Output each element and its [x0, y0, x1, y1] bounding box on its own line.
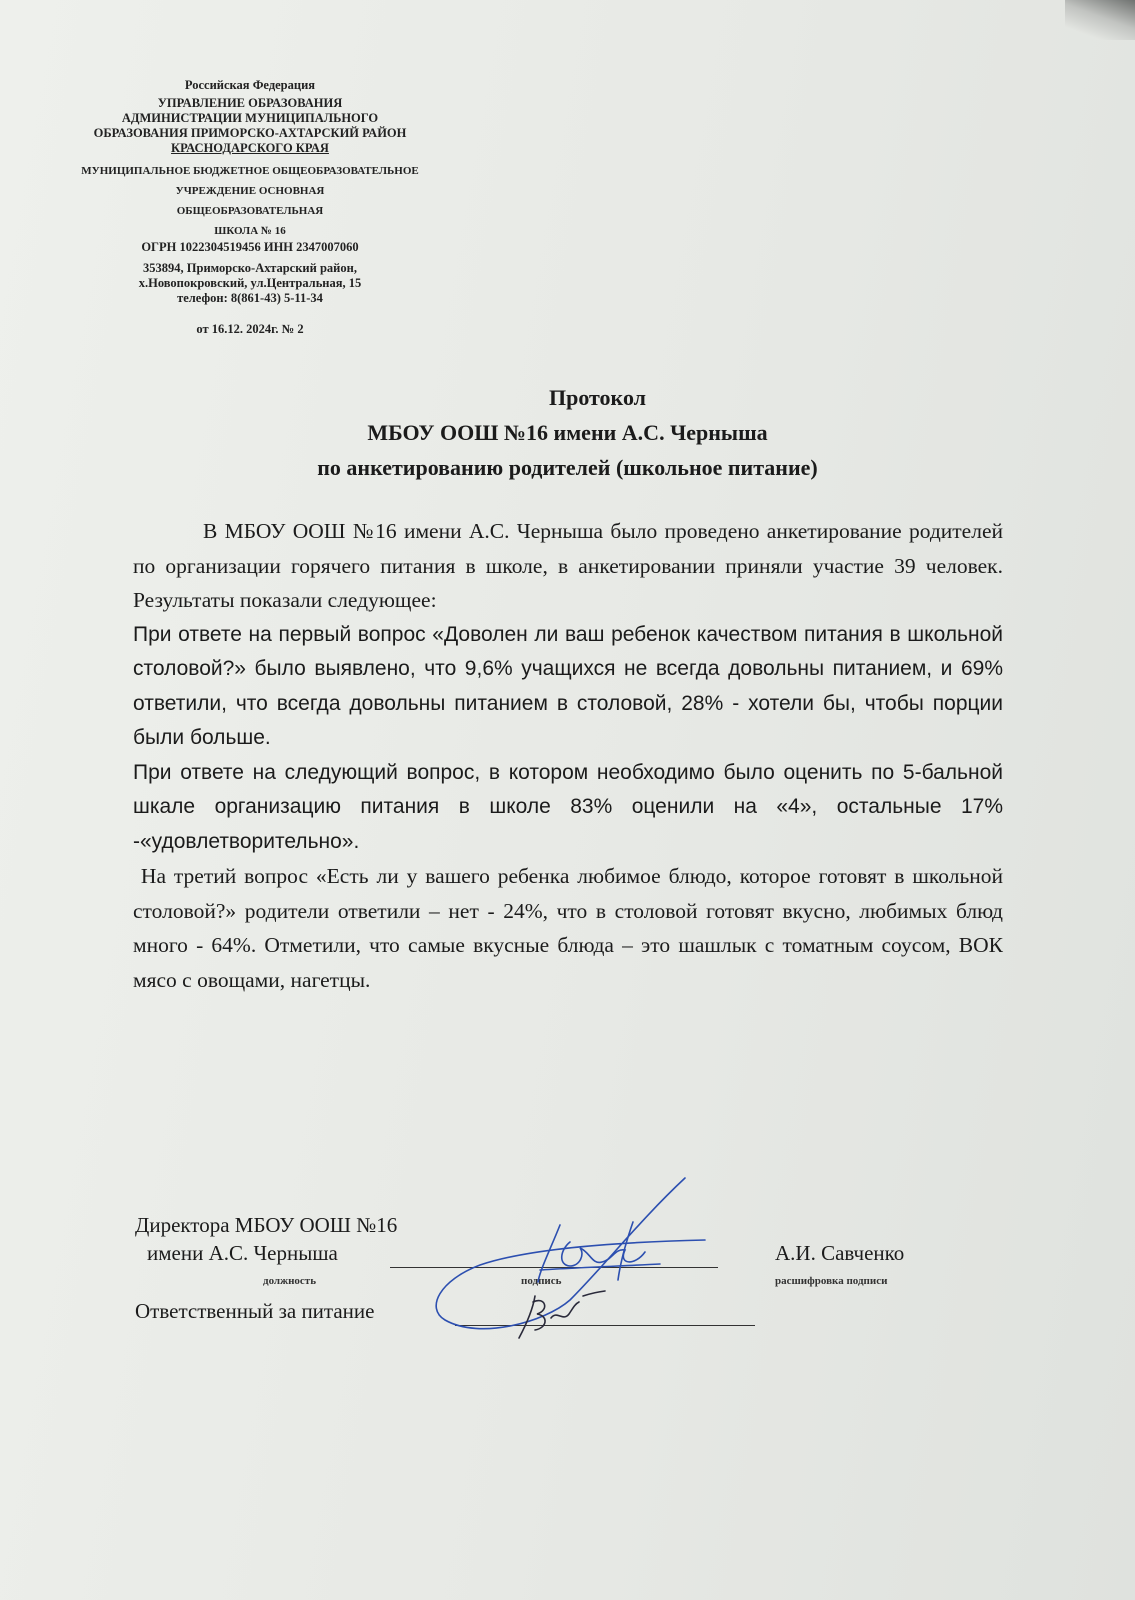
title-school: МБОУ ООШ №16 имени А.С. Черныша: [367, 420, 768, 445]
letterhead: [60, 78, 440, 337]
letterhead-country: Российская Федерация: [184, 78, 316, 92]
body-paragraph-intro: В МБОУ ООШ №16 имени А.С. Черныша было проведено анкетирование родителей по организации горячего питания в школе, в анкетировании приняли участие 39 человек. Результаты показали следующее:: [133, 519, 1003, 612]
letterhead-phone: телефон: 8(861-43) 5-11-34: [177, 291, 323, 305]
caption-signature: подпись: [521, 1275, 562, 1287]
body-paragraph-question-3: На третий вопрос «Есть ли у вашего ребенка любимое блюдо, которое готовят в школьной столовой?» родители ответили – нет - 24%, что в столовой готовят вкусно, любимых блюд много - 64%. Отметили, что самые вкусные блюда – это шашлык с томатным соусом, ВОК мясо с овощами, нагетцы.: [133, 864, 1009, 992]
title-protocol: Протокол: [548, 385, 646, 410]
letterhead-institution: УЧРЕЖДЕНИЕ ОСНОВНАЯ: [175, 185, 325, 197]
title-subject: по анкетированию родителей (школьное питание): [317, 455, 818, 480]
caption-position: должность: [263, 1275, 317, 1287]
document-body: [133, 514, 1009, 997]
letterhead-department: УПРАВЛЕНИЕ ОБРАЗОВАНИЯ: [157, 96, 343, 110]
letterhead-general-education: ОБЩЕОБРАЗОВАТЕЛЬНАЯ: [176, 205, 324, 217]
body-paragraph-question-1: При ответе на первый вопрос «Доволен ли ваш ребенок качеством питания в школьной столовой?» было выявлено, что 9,6% учащихся не всегда довольны питанием, и 69% ответили, что всегда довольны питанием в столовой, 28% - хотели бы, чтобы порции были больше.: [133, 622, 1003, 749]
page-corner-shadow: [1065, 0, 1135, 40]
document-title: [130, 380, 1005, 485]
body-paragraph-question-2: При ответе на следующий вопрос, в котором необходимо было оценить по 5-бальной шкале организацию питания в школе 83% оценили на «4», остальные 17% -«удовлетворительно».: [133, 760, 1003, 853]
letterhead-municipality: ОБРАЗОВАНИЯ ПРИМОРСКО-АХТАРСКИЙ РАЙОН: [93, 126, 407, 140]
responsible-position: Ответственный за питание: [135, 1299, 375, 1323]
director-position-line2: имени А.С. Черныша: [147, 1241, 338, 1265]
letterhead-school-number: ШКОЛА № 16: [214, 225, 286, 237]
letterhead-date-number: от 16.12. 2024г. № 2: [196, 322, 304, 336]
letterhead-region: КРАСНОДАРСКОГО КРАЯ: [171, 141, 329, 155]
letterhead-registration: ОГРН 1022304519456 ИНН 2347007060: [141, 240, 359, 254]
director-position-line1: Директора МБОУ ООШ №16: [135, 1213, 398, 1237]
letterhead-address-1: 353894, Приморско-Ахтарский район,: [143, 261, 357, 275]
caption-name: расшифровка подписи: [775, 1275, 888, 1287]
letterhead-administration: АДМИНИСТРАЦИИ МУНИЦИПАЛЬНОГО: [121, 111, 379, 125]
letterhead-address-2: х.Новопокровский, ул.Центральная, 15: [138, 276, 362, 290]
responsible-signature-icon: [505, 1288, 615, 1348]
letterhead-school-type: МУНИЦИПАЛЬНОЕ БЮДЖЕТНОЕ ОБЩЕОБРАЗОВАТЕЛЬНОЕ: [81, 165, 419, 177]
director-name: А.И. Савченко: [775, 1241, 905, 1265]
